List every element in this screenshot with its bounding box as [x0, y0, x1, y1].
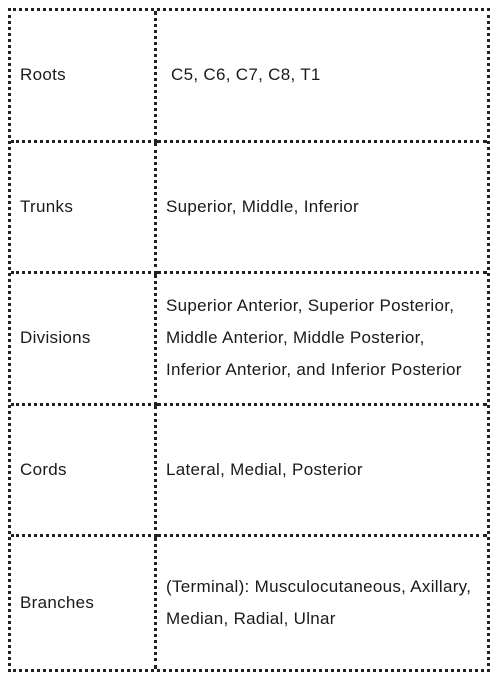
row-label-divisions: Divisions: [11, 274, 157, 406]
row-label-branches: Branches: [11, 537, 157, 669]
row-value-cords: Lateral, Medial, Posterior: [157, 406, 487, 538]
row-label-roots: Roots: [11, 11, 157, 143]
row-value-divisions: Superior Anterior, Superior Posterior, Middle Anterior, Middle Posterior, Inferior Anterior, and Inferior Posterior: [157, 274, 487, 406]
brachial-plexus-table: [8, 8, 490, 672]
row-value-branches: (Terminal): Musculocutaneous, Axillary, Median, Radial, Ulnar: [166, 577, 472, 629]
row-label-trunks: Trunks: [11, 143, 157, 275]
row-label-cords: Cords: [11, 406, 157, 538]
row-value-roots: C5, C6, C7, C8, T1: [157, 11, 487, 143]
row-value-trunks: Superior, Middle, Inferior: [157, 143, 487, 275]
